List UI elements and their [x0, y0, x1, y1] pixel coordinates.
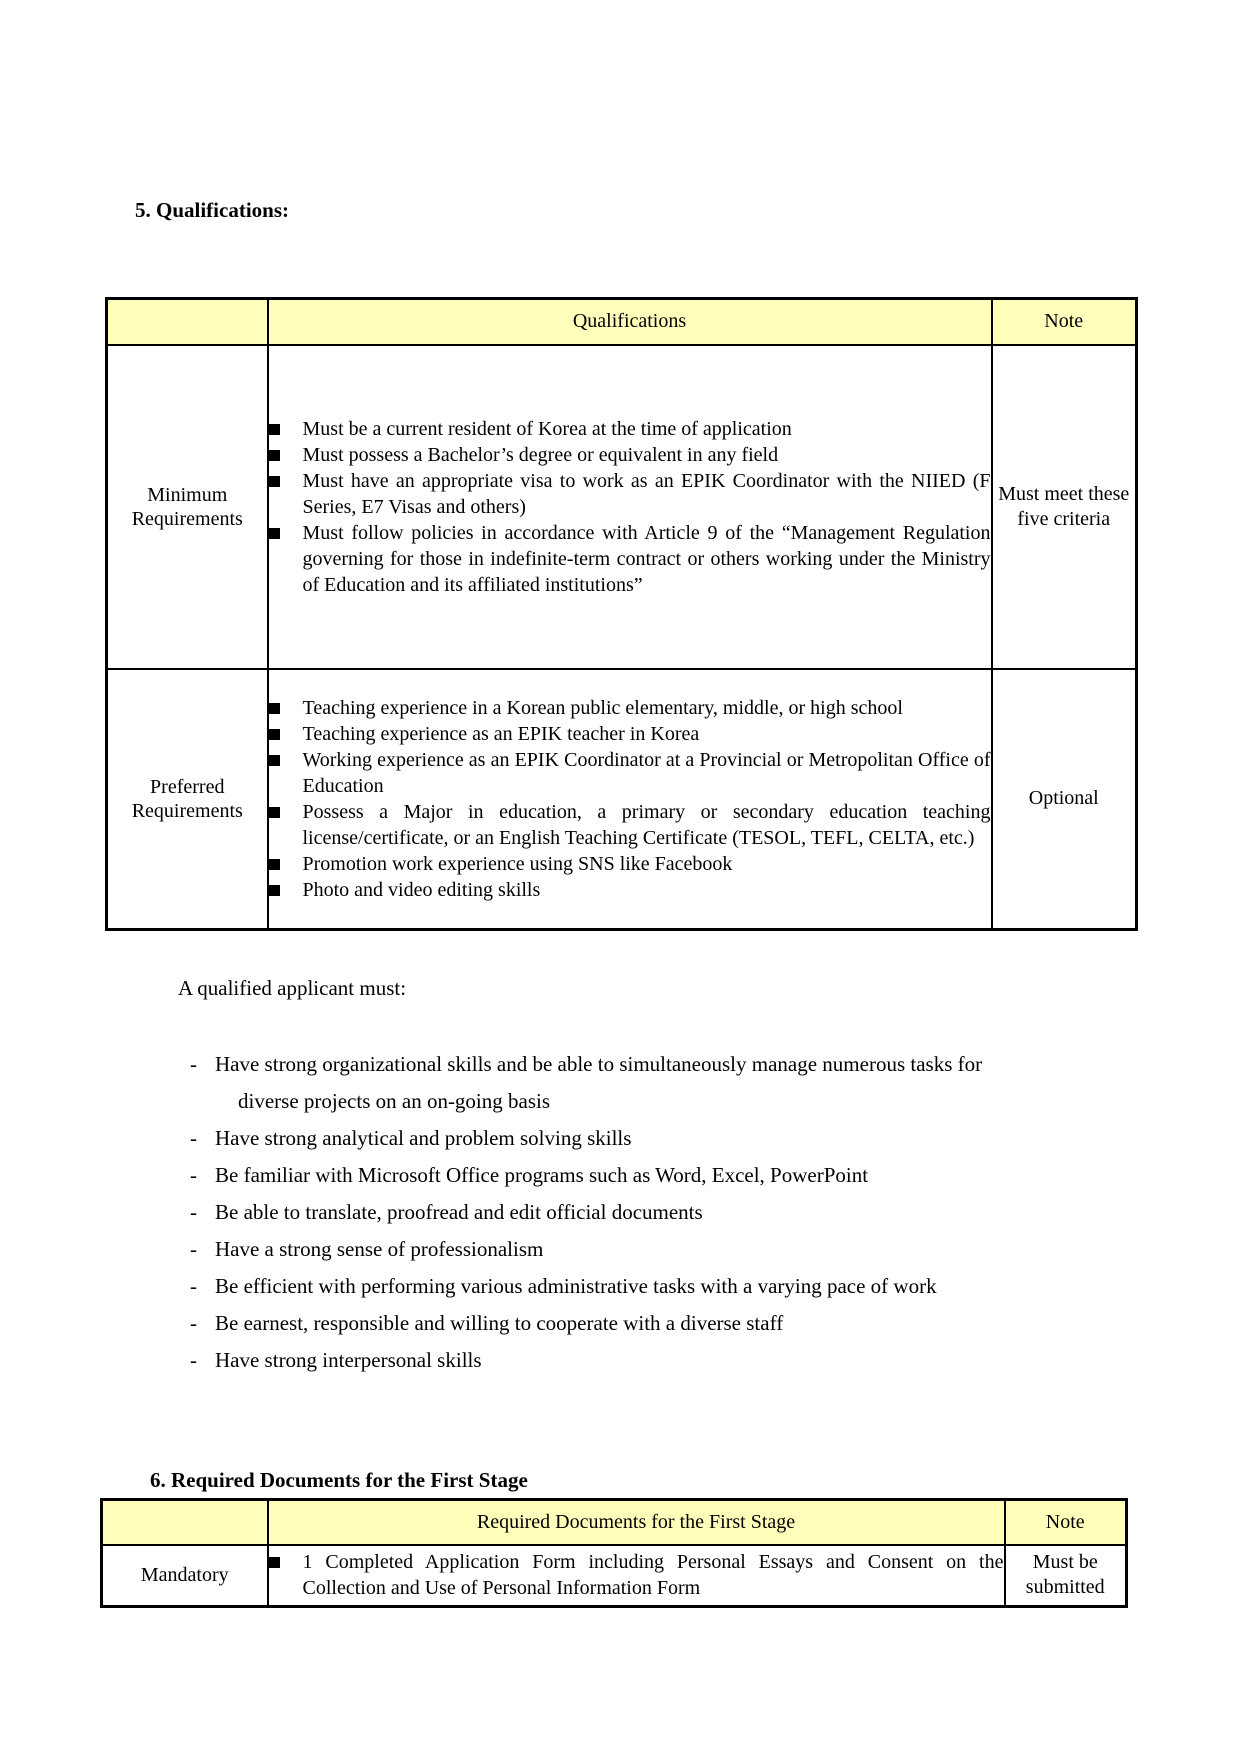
preferred-requirements-note: Optional [992, 669, 1137, 930]
bullet-text: Photo and video editing skills [302, 878, 541, 901]
square-bullet-icon [269, 721, 303, 747]
preferred-requirements-label: Preferred Requirements [107, 669, 268, 930]
list-item-text: Be efficient with performing various administrative tasks with a varying pace of work [215, 1274, 937, 1298]
bullet-text: Must be a current resident of Korea at the time of application [302, 417, 792, 440]
list-item [269, 442, 991, 468]
list-item-text: Be able to translate, proofread and edit official documents [215, 1200, 703, 1224]
dash-bullet-icon [190, 1305, 215, 1342]
mandatory-note: Must be submitted [1005, 1545, 1127, 1607]
dash-bullet-icon [190, 1342, 215, 1379]
preferred-requirements-content-cell [268, 669, 992, 930]
bullet-text: Working experience as an EPIK Coordinator at a Provincial or Metropolitan Office of Education [302, 748, 991, 797]
qualifications-header-title-cell: Qualifications [268, 299, 992, 345]
square-bullet-icon [269, 695, 303, 721]
minimum-requirements-content-cell [268, 345, 992, 669]
bullet-text: Must have an appropriate visa to work as an EPIK Coordinator with the NIIED (F Series, E7 Visas and others) [302, 469, 991, 518]
qualifications-table-header-row [107, 299, 1137, 345]
square-bullet-icon [269, 851, 303, 877]
list-item [269, 799, 991, 851]
mandatory-row [102, 1545, 1127, 1607]
bullet-text: Must possess a Bachelor’s degree or equivalent in any field [302, 443, 779, 466]
dash-bullet-icon [190, 1268, 215, 1305]
list-item-text: Have strong organizational skills and be able to simultaneously manage numerous tasks for [215, 1052, 983, 1076]
list-item-text: Have a strong sense of professionalism [215, 1237, 544, 1261]
list-item [190, 1157, 1150, 1194]
list-item [269, 1549, 1004, 1601]
required-documents-table [100, 1498, 1128, 1608]
square-bullet-icon [269, 799, 303, 851]
list-item [269, 695, 991, 721]
list-item-text: Be familiar with Microsoft Office programs such as Word, Excel, PowerPoint [215, 1163, 869, 1187]
list-item-text: Be earnest, responsible and willing to cooperate with a diverse staff [215, 1311, 784, 1335]
qualifications-header-empty-cell [107, 299, 268, 345]
square-bullet-icon [269, 520, 303, 598]
section-5-heading: 5. Qualifications: [135, 198, 290, 222]
mandatory-label: Mandatory [102, 1545, 268, 1607]
applicant-requirements-list [190, 1046, 1150, 1379]
bullet-text: 1 Completed Application Form including Personal Essays and Consent on the Collection and Use of Personal Information Form [302, 1551, 1004, 1600]
minimum-requirements-note: Must meet these five criteria [992, 345, 1137, 669]
square-bullet-icon [269, 416, 303, 442]
bullet-text: Teaching experience as an EPIK teacher in Korea [302, 722, 700, 745]
documents-header-title-cell: Required Documents for the First Stage [268, 1500, 1005, 1545]
dash-bullet-icon [190, 1157, 215, 1194]
qualifications-header-note-cell: Note [992, 299, 1137, 345]
list-item [269, 721, 991, 747]
list-item [190, 1231, 1150, 1268]
mandatory-content-cell [268, 1545, 1005, 1607]
dash-bullet-icon [190, 1194, 215, 1231]
documents-header-empty-cell [102, 1500, 268, 1545]
preferred-requirements-row [107, 669, 1137, 930]
dash-bullet-icon [190, 1120, 215, 1157]
list-item [269, 468, 991, 520]
square-bullet-icon [269, 747, 303, 799]
minimum-requirements-row [107, 345, 1137, 669]
minimum-requirements-label: Minimum Requirements [107, 345, 268, 669]
list-item [269, 520, 991, 598]
square-bullet-icon [269, 1549, 303, 1601]
square-bullet-icon [269, 877, 303, 903]
list-item [190, 1342, 1150, 1379]
list-item-continuation: diverse projects on an on-going basis [238, 1089, 551, 1113]
dash-bullet-icon [190, 1046, 215, 1083]
list-item-text: Have strong analytical and problem solving skills [215, 1126, 632, 1150]
documents-table-header-row [102, 1500, 1127, 1545]
bullet-text: Promotion work experience using SNS like Facebook [302, 852, 733, 875]
list-item [190, 1120, 1150, 1157]
bullet-text: Possess a Major in education, a primary or secondary education teaching license/certificate, or an English Teaching Certificate (TESOL, TEFL, CELTA, etc.) [302, 800, 991, 849]
section-6-heading: 6. Required Documents for the First Stage [150, 1468, 528, 1492]
list-item [269, 851, 991, 877]
list-item-text: Have strong interpersonal skills [215, 1348, 482, 1372]
applicant-intro-paragraph: A qualified applicant must: [178, 976, 407, 1000]
bullet-text: Must follow policies in accordance with Article 9 of the “Management Regulation governing for those in indefinite-term contract or others working under the Ministry of Education and its affiliated institutions” [302, 521, 991, 596]
bullet-text: Teaching experience in a Korean public elementary, middle, or high school [302, 696, 903, 719]
documents-header-note-cell: Note [1005, 1500, 1127, 1545]
qualifications-table [105, 297, 1138, 931]
list-item [190, 1268, 1150, 1305]
list-item [269, 416, 991, 442]
list-item [190, 1046, 1150, 1083]
list-item [269, 877, 991, 903]
square-bullet-icon [269, 442, 303, 468]
square-bullet-icon [269, 468, 303, 520]
dash-bullet-icon [190, 1231, 215, 1268]
list-item [190, 1194, 1150, 1231]
list-item [190, 1305, 1150, 1342]
list-item [269, 747, 991, 799]
